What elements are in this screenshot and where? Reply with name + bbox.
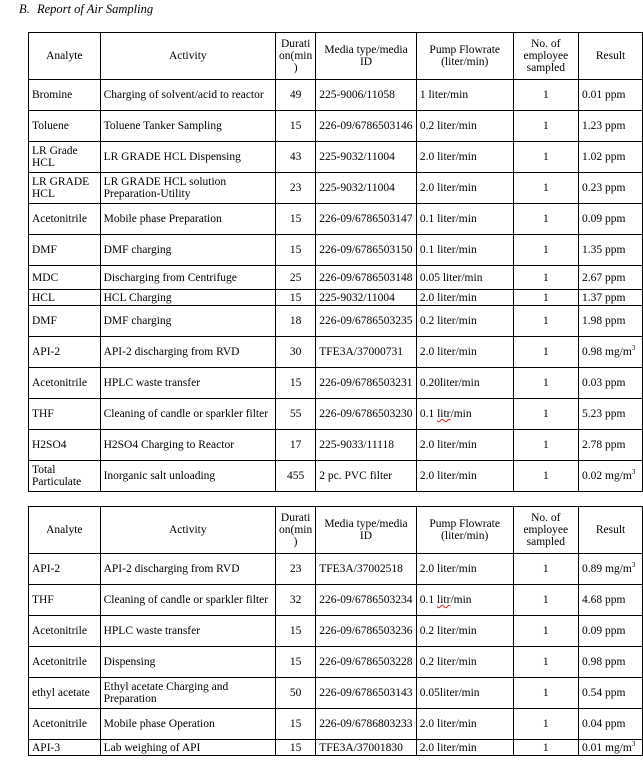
cell-flowrate: 0.05 liter/min	[416, 266, 513, 290]
cell-flowrate: 2.0 liter/min	[416, 554, 513, 585]
cell-duration: 15	[276, 368, 316, 399]
cell-employees: 1	[513, 306, 578, 337]
cell-flowrate: 0.20liter/min	[416, 368, 513, 399]
cell-media-id: 226-09/6786803233	[316, 709, 417, 740]
cell-media-id: 226-09/6786503231	[316, 368, 417, 399]
cell-activity: Charging of solvent/acid to reactor	[100, 80, 275, 111]
table-row	[29, 399, 643, 430]
cell-media-id: 226-09/6786503234	[316, 585, 417, 616]
cell-flowrate: 0.2 liter/min	[416, 647, 513, 678]
table-row	[29, 204, 643, 235]
cell-employees: 1	[513, 142, 578, 173]
cell-employees: 1	[513, 740, 578, 756]
cell-activity: HCL Charging	[100, 290, 275, 306]
cell-duration: 18	[276, 306, 316, 337]
cell-media-id: 226-09/6786503147	[316, 204, 417, 235]
header-flowrate: Pump Flowrate (liter/min)	[416, 33, 513, 80]
cell-result	[579, 461, 643, 492]
cell-media-id: 2 pc. PVC filter	[316, 461, 417, 492]
cell-activity: Dispensing	[100, 647, 275, 678]
cell-activity: Discharging from Centrifuge	[100, 266, 275, 290]
cell-employees: 1	[513, 678, 578, 709]
table-row	[29, 290, 643, 306]
cell-flowrate: 2.0 liter/min	[416, 740, 513, 756]
table-header-row	[29, 33, 643, 80]
cell-employees: 1	[513, 585, 578, 616]
cell-analyte: LR GRADE HCL	[29, 173, 101, 204]
cell-duration: 15	[275, 709, 315, 740]
cell-analyte: LR Grade HCL	[29, 142, 101, 173]
cell-activity: Inorganic salt unloading	[100, 461, 275, 492]
cell-result: 1.35 ppm	[579, 235, 643, 266]
cell-media-id: 226-09/6786503235	[316, 306, 417, 337]
cell-result: 1.98 ppm	[579, 306, 643, 337]
header-media: Media type/media ID	[316, 33, 417, 80]
cell-analyte: HCL	[29, 290, 101, 306]
cell-duration: 15	[275, 647, 315, 678]
cell-analyte: THF	[29, 585, 101, 616]
table-row	[29, 616, 643, 647]
table-row	[29, 678, 643, 709]
cell-duration: 15	[276, 235, 316, 266]
cell-flowrate: 0.1 liter/min	[416, 235, 513, 266]
cell-media-id: 226-09/6786503150	[316, 235, 417, 266]
cell-flowrate: 0.2 liter/min	[416, 306, 513, 337]
cell-result: 0.54 ppm	[579, 678, 643, 709]
cell-activity: Toluene Tanker Sampling	[100, 111, 275, 142]
table-row	[29, 585, 643, 616]
table-header-row	[29, 507, 643, 554]
cell-result	[579, 740, 643, 756]
cell-activity: DMF charging	[100, 306, 275, 337]
table-row	[29, 554, 643, 585]
table-row	[29, 235, 643, 266]
cell-result: 0.23 ppm	[579, 173, 643, 204]
table-row	[29, 337, 643, 368]
table-row	[29, 430, 643, 461]
cell-media-id: 226-09/6786503148	[316, 266, 417, 290]
cell-result: 0.09 ppm	[579, 204, 643, 235]
cell-duration: 15	[276, 290, 316, 306]
cell-activity: Mobile phase Operation	[100, 709, 275, 740]
cell-media-id: 225-9032/11004	[316, 173, 417, 204]
table-2-body	[29, 507, 643, 756]
cell-media-id: 226-09/6786503146	[316, 111, 417, 142]
header-media: Media type/media ID	[316, 507, 417, 554]
section-title: Report of Air Sampling	[37, 2, 154, 16]
section-heading	[19, 2, 153, 17]
cell-flowrate	[416, 399, 513, 430]
cell-media-id: 225-9006/11058	[316, 80, 417, 111]
cell-flowrate: 2.0 liter/min	[416, 461, 513, 492]
cell-result: 0.03 ppm	[579, 368, 643, 399]
flowrate-unit-suffix: /min	[450, 594, 472, 606]
header-analyte: Analyte	[29, 33, 101, 80]
cell-result: 5.23 ppm	[579, 399, 643, 430]
cell-analyte: MDC	[29, 266, 101, 290]
cell-duration: 17	[276, 430, 316, 461]
flowrate-value: 0.1	[419, 594, 438, 606]
cell-result: 2.78 ppm	[579, 430, 643, 461]
cell-duration: 55	[276, 399, 316, 430]
cell-employees: 1	[513, 337, 578, 368]
cell-employees: 1	[513, 235, 578, 266]
cell-flowrate: 2.0 liter/min	[416, 709, 513, 740]
cell-employees: 1	[513, 554, 578, 585]
section-letter: B.	[19, 2, 30, 16]
cell-employees: 1	[513, 616, 578, 647]
cell-analyte: API-2	[29, 337, 101, 368]
flowrate-unit-misspelled: litr	[437, 408, 451, 420]
result-value: 0.89 mg/m	[582, 563, 632, 575]
cell-media-id: 226-09/6786503230	[316, 399, 417, 430]
cell-result: 1.23 ppm	[579, 111, 643, 142]
header-activity: Activity	[100, 507, 275, 554]
cell-analyte: Acetonitrile	[29, 709, 101, 740]
cell-duration: 23	[275, 554, 315, 585]
cell-analyte: Acetonitrile	[29, 647, 101, 678]
cell-analyte: Toluene	[29, 111, 101, 142]
table-row	[29, 173, 643, 204]
cell-activity: Cleaning of candle or sparkler filter	[100, 585, 275, 616]
cell-result	[579, 337, 643, 368]
cell-result: 0.01 ppm	[579, 80, 643, 111]
cell-activity: LR GRADE HCL solution Preparation-Utility	[100, 173, 275, 204]
cell-result: 0.04 ppm	[579, 709, 643, 740]
cell-flowrate: 0.1 liter/min	[416, 204, 513, 235]
cell-result: 1.02 ppm	[579, 142, 643, 173]
result-value: 0.98 mg/m	[582, 346, 632, 358]
cell-employees: 1	[513, 461, 578, 492]
cell-media-id: 226-09/6786503228	[316, 647, 417, 678]
header-duration: Durati on(min )	[276, 33, 316, 80]
table-row	[29, 111, 643, 142]
result-unit-exponent: 3	[631, 561, 636, 570]
cell-media-id: 226-09/6786503143	[316, 678, 417, 709]
cell-duration: 15	[276, 204, 316, 235]
header-employees: No. of employee sampled	[513, 507, 578, 554]
cell-analyte: Acetonitrile	[29, 368, 101, 399]
cell-media-id: 225-9032/11004	[316, 142, 417, 173]
cell-activity: Lab weighing of API	[100, 740, 275, 756]
table-row	[29, 740, 643, 756]
cell-media-id: TFE3A/37000731	[316, 337, 417, 368]
cell-employees: 1	[513, 173, 578, 204]
table-row	[29, 306, 643, 337]
cell-activity: HPLC waste transfer	[100, 368, 275, 399]
result-value: 0.02 mg/m	[582, 470, 632, 482]
table-row	[29, 80, 643, 111]
cell-employees: 1	[513, 399, 578, 430]
cell-result: 0.98 ppm	[579, 647, 643, 678]
cell-duration: 25	[276, 266, 316, 290]
flowrate-unit-suffix: /min	[450, 408, 472, 420]
cell-duration: 30	[276, 337, 316, 368]
result-unit-exponent: 3	[631, 739, 636, 748]
cell-result: 2.67 ppm	[579, 266, 643, 290]
cell-employees: 1	[513, 111, 578, 142]
cell-duration: 15	[275, 740, 315, 756]
header-activity: Activity	[100, 33, 275, 80]
table-row	[29, 142, 643, 173]
cell-media-id: 225-9032/11004	[316, 290, 417, 306]
cell-activity: LR GRADE HCL Dispensing	[100, 142, 275, 173]
cell-flowrate: 1 liter/min	[416, 80, 513, 111]
cell-duration: 43	[276, 142, 316, 173]
cell-analyte: DMF	[29, 235, 101, 266]
cell-analyte: API-2	[29, 554, 101, 585]
cell-analyte: Total Particulate	[29, 461, 101, 492]
result-value: 0.01 mg/m	[582, 741, 632, 754]
cell-result: 1.37 ppm	[579, 290, 643, 306]
cell-analyte: Bromine	[29, 80, 101, 111]
cell-media-id: 225-9033/11118	[316, 430, 417, 461]
cell-duration: 32	[275, 585, 315, 616]
cell-media-id: TFE3A/37002518	[316, 554, 417, 585]
cell-flowrate: 2.0 liter/min	[416, 173, 513, 204]
cell-flowrate: 2.0 liter/min	[416, 430, 513, 461]
cell-analyte: ethyl acetate	[29, 678, 101, 709]
cell-flowrate: 2.0 liter/min	[416, 290, 513, 306]
cell-flowrate: 0.2 liter/min	[416, 616, 513, 647]
cell-analyte: DMF	[29, 306, 101, 337]
cell-duration: 15	[276, 111, 316, 142]
table-row	[29, 461, 643, 492]
cell-result: 0.09 ppm	[579, 616, 643, 647]
cell-activity: Cleaning of candle or sparkler filter	[100, 399, 275, 430]
table-1-body	[29, 33, 643, 492]
cell-employees: 1	[513, 709, 578, 740]
cell-result	[579, 554, 643, 585]
cell-flowrate	[416, 585, 513, 616]
cell-duration: 455	[276, 461, 316, 492]
header-employees: No. of employee sampled	[513, 33, 578, 80]
table-row	[29, 647, 643, 678]
cell-activity: H2SO4 Charging to Reactor	[100, 430, 275, 461]
air-sampling-table-1	[28, 32, 643, 492]
flowrate-value: 0.1	[419, 408, 438, 420]
cell-flowrate: 0.05liter/min	[416, 678, 513, 709]
table-row	[29, 368, 643, 399]
cell-analyte: H2SO4	[29, 430, 101, 461]
header-flowrate: Pump Flowrate (liter/min)	[416, 507, 513, 554]
cell-employees: 1	[513, 430, 578, 461]
cell-activity: API-2 discharging from RVD	[100, 554, 275, 585]
cell-duration: 50	[275, 678, 315, 709]
header-duration: Durati on(min )	[275, 507, 315, 554]
cell-media-id: 226-09/6786503236	[316, 616, 417, 647]
cell-activity: Mobile phase Preparation	[100, 204, 275, 235]
cell-flowrate: 2.0 liter/min	[416, 337, 513, 368]
cell-media-id: TFE3A/37001830	[316, 740, 417, 756]
cell-employees: 1	[513, 204, 578, 235]
cell-employees: 1	[513, 80, 578, 111]
cell-analyte: API-3	[29, 740, 101, 756]
cell-employees: 1	[513, 647, 578, 678]
table-row	[29, 266, 643, 290]
flowrate-unit-misspelled: litr	[437, 594, 451, 606]
cell-analyte: Acetonitrile	[29, 616, 101, 647]
cell-duration: 49	[276, 80, 316, 111]
cell-activity: DMF charging	[100, 235, 275, 266]
cell-activity: API-2 discharging from RVD	[100, 337, 275, 368]
cell-employees: 1	[513, 368, 578, 399]
cell-employees: 1	[513, 266, 578, 290]
cell-activity: HPLC waste transfer	[100, 616, 275, 647]
cell-analyte: THF	[29, 399, 101, 430]
header-result: Result	[579, 507, 643, 554]
header-result: Result	[579, 33, 643, 80]
cell-analyte: Acetonitrile	[29, 204, 101, 235]
cell-result: 4.68 ppm	[579, 585, 643, 616]
cell-duration: 23	[276, 173, 316, 204]
air-sampling-table-2	[28, 506, 643, 756]
cell-flowrate: 0.2 liter/min	[416, 111, 513, 142]
header-analyte: Analyte	[29, 507, 101, 554]
result-unit-exponent: 3	[631, 468, 636, 477]
cell-activity: Ethyl acetate Charging and Preparation	[100, 678, 275, 709]
result-unit-exponent: 3	[631, 344, 636, 353]
cell-duration: 15	[275, 616, 315, 647]
table-row	[29, 709, 643, 740]
cell-employees: 1	[513, 290, 578, 306]
cell-flowrate: 2.0 liter/min	[416, 142, 513, 173]
